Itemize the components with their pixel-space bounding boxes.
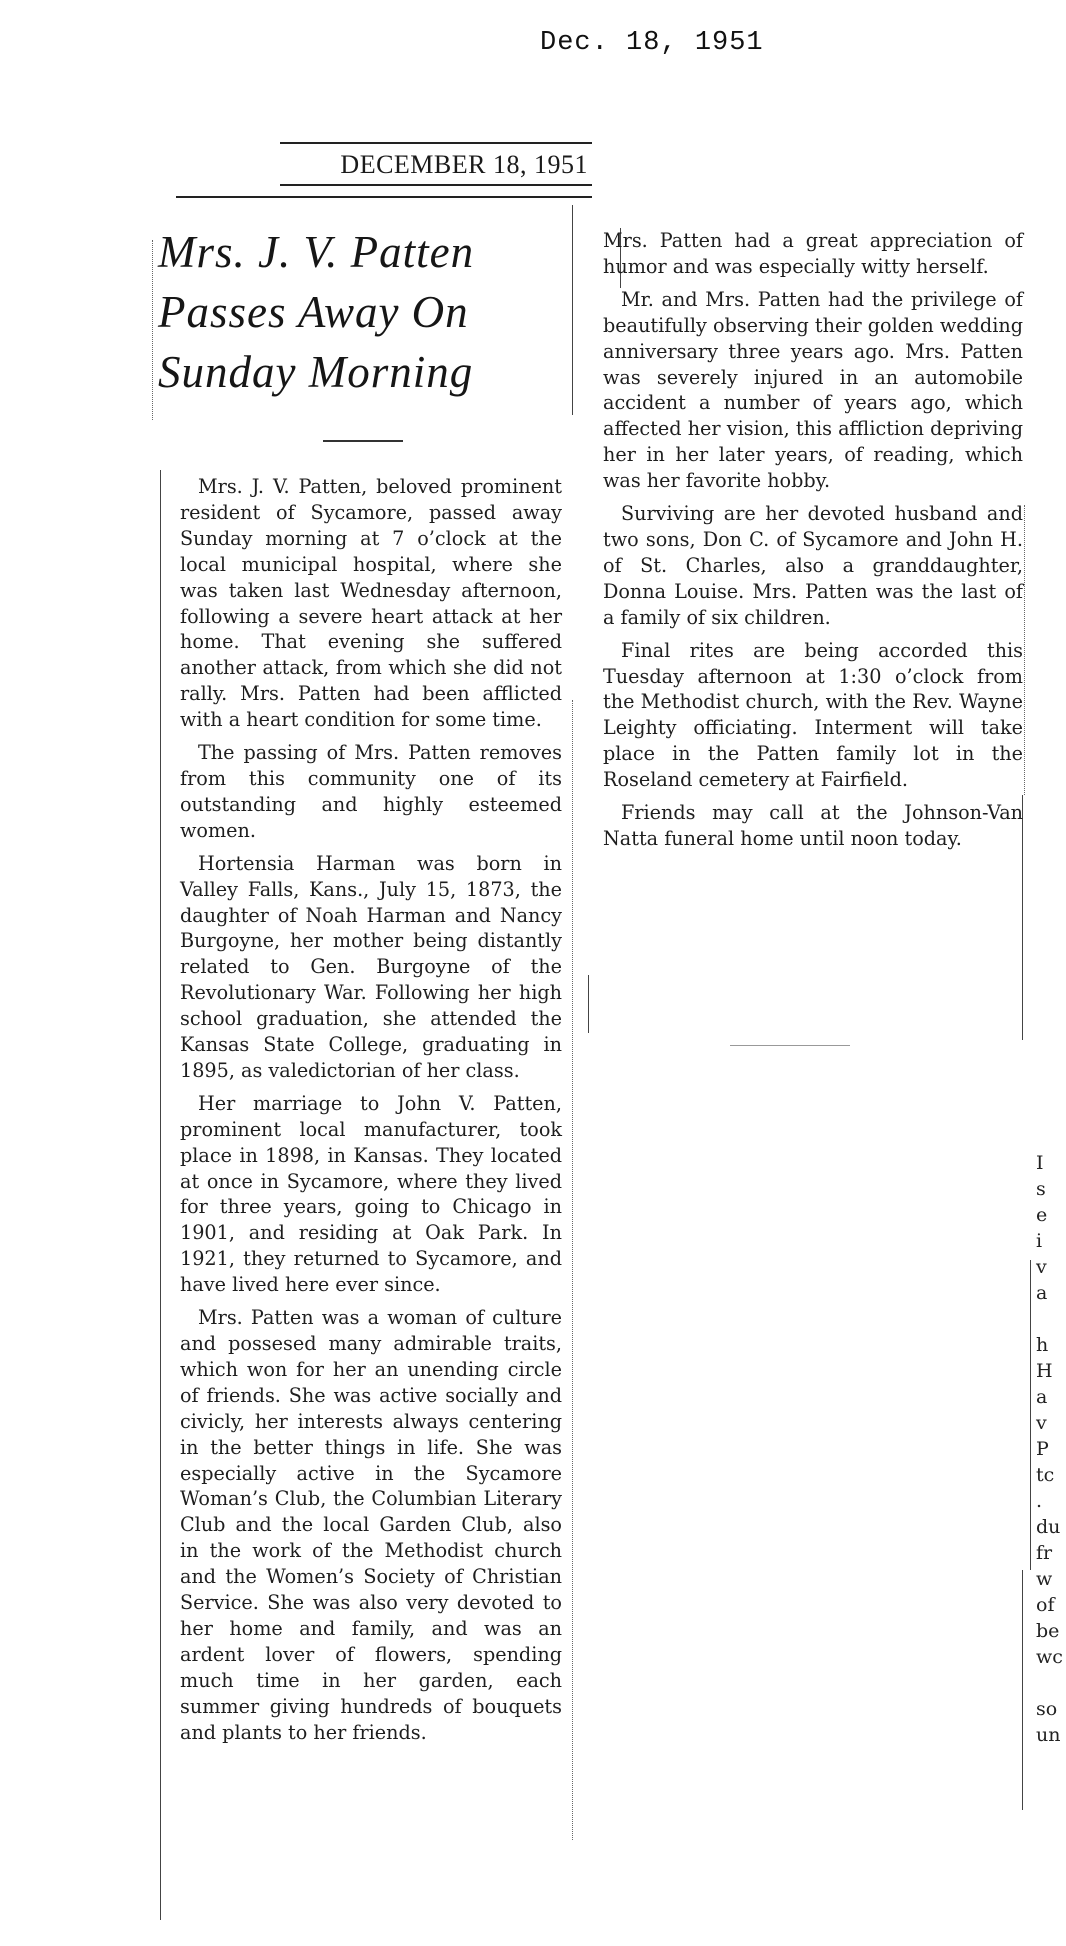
headline-line-2: Passes Away On <box>158 287 469 337</box>
fragment-line: du <box>1036 1516 1061 1538</box>
left-column-left-border <box>152 240 153 420</box>
headline-line-3: Sunday Morning <box>158 347 474 397</box>
fragment-line: be <box>1036 1620 1060 1642</box>
left-column-left-border-lower <box>160 470 161 1920</box>
paragraph: Final rites are being accorded this Tuesday afternoon at 1:30 o’clock from the Methodist church, with the Rev. Wayne Leighty officiating. Interment will take place in the Patten family lot in the Roseland cemetery at Fairfield. <box>603 638 1023 792</box>
fragment-line: fr <box>1036 1542 1053 1564</box>
headline <box>158 222 568 402</box>
edge-column-border-lower <box>1022 1570 1023 1810</box>
fragment-line: e <box>1036 1204 1048 1226</box>
left-column <box>180 474 562 1753</box>
fragment-line <box>1036 1670 1066 1696</box>
fragment-line: a <box>1036 1386 1048 1408</box>
paragraph: Mr. and Mrs. Patten had the privilege of beautifully observing their golden wedding anniversary three years ago. Mrs. Patten was severely injured in an automobile accident a number of years ago, which affected her vision, this affliction depriving her in her later years, of reading, which was her favorite hobby. <box>603 287 1023 493</box>
paragraph: Mrs. Patten had a great appreciation of humor and was especially witty herself. <box>603 229 1023 278</box>
fragment-line: a <box>1036 1282 1048 1304</box>
fragment-line: h <box>1036 1334 1049 1356</box>
fragment-line: wc <box>1036 1646 1063 1668</box>
dateline-block <box>280 142 592 186</box>
fragment-line: . <box>1036 1490 1043 1512</box>
headline-line-1: Mrs. J. V. Patten <box>158 227 475 277</box>
paragraph: The passing of Mrs. Patten removes from this community one of its outstanding and highly esteemed women. <box>180 741 562 842</box>
fragment-line: v <box>1036 1256 1047 1278</box>
fragment-line: so <box>1036 1698 1058 1720</box>
fragment-line: s <box>1036 1178 1046 1200</box>
headline-top-rule <box>176 196 592 198</box>
fragment-line: H <box>1036 1360 1053 1382</box>
paragraph: Her marriage to John V. Patten, prominent local manufacturer, took place in 1898, in Kansas. They located at once in Sycamore, where they lived for three years, going to Chicago in 1901, and residing at Oak Park. In 1921, they returned to Sycamore, and have lived here ever since. <box>180 1091 562 1297</box>
paragraph: Friends may call at the Johnson-Van Natta funeral home until noon today. <box>603 801 1023 850</box>
edge-column-border <box>1030 1260 1031 1570</box>
dateline: DECEMBER 18, 1951 <box>340 150 588 179</box>
adjacent-article-fragment <box>1036 1150 1066 1748</box>
paragraph: Mrs. J. V. Patten, beloved prominent resident of Sycamore, passed away Sunday morning at 7 o’clock at the local municipal hospital, where she was taken last Wednesday afternoon, following a severe heart attack at her home. That evening she suffered another attack, from which she did not rally. Mrs. Patten had been afflicted with a heart condition for some time. <box>180 475 562 732</box>
article-end-mark <box>730 1045 850 1046</box>
fragment-line: un <box>1036 1724 1061 1746</box>
fragment-line: tc <box>1036 1464 1055 1486</box>
right-column-left-border-lower <box>588 975 589 1033</box>
fragment-line: I <box>1036 1152 1044 1174</box>
left-column-right-border <box>572 700 573 1840</box>
dateline-bottom-rule <box>280 184 592 186</box>
right-column-right-border <box>1024 505 1025 795</box>
fragment-line: w <box>1036 1568 1053 1590</box>
fragment-line: i <box>1036 1230 1043 1252</box>
right-column <box>603 228 1023 859</box>
fragment-line: v <box>1036 1412 1047 1434</box>
archive-date-stamp: Dec. 18, 1951 <box>540 28 764 58</box>
headline-right-border <box>572 205 573 415</box>
fragment-line <box>1036 1306 1066 1332</box>
paragraph: Mrs. Patten was a woman of culture and possesed many admirable traits, which won for her an unending circle of friends. She was active socially and civicly, her interests always centering in the better things in life. She was especially active in the Sycamore Woman’s Club, the Columbian Literary Club and the local Garden Club, also in the work of the Methodist church and the Women’s Society of Christian Service. She was also very devoted to her home and family, and was an ardent lover of flowers, spending much time in her garden, each summer giving hundreds of bouquets and plants to her friends. <box>180 1306 562 1744</box>
headline-separator <box>323 440 403 442</box>
paragraph: Hortensia Harman was born in Valley Falls, Kans., July 15, 1873, the daughter of Noah Harman and Nancy Burgoyne, her mother being distantly related to Gen. Burgoyne of the Revolutionary War. Following her high school graduation, she attended the Kansas State College, graduating in 1895, as valedictorian of her class. <box>180 851 562 1082</box>
fragment-line: of <box>1036 1594 1055 1616</box>
fragment-line: P <box>1036 1438 1049 1460</box>
paragraph: Surviving are her devoted husband and two sons, Don C. of Sycamore and John H. of St. Charles, also a granddaughter, Donna Louise. Mrs. Patten was the last of a family of six children. <box>603 502 1023 629</box>
